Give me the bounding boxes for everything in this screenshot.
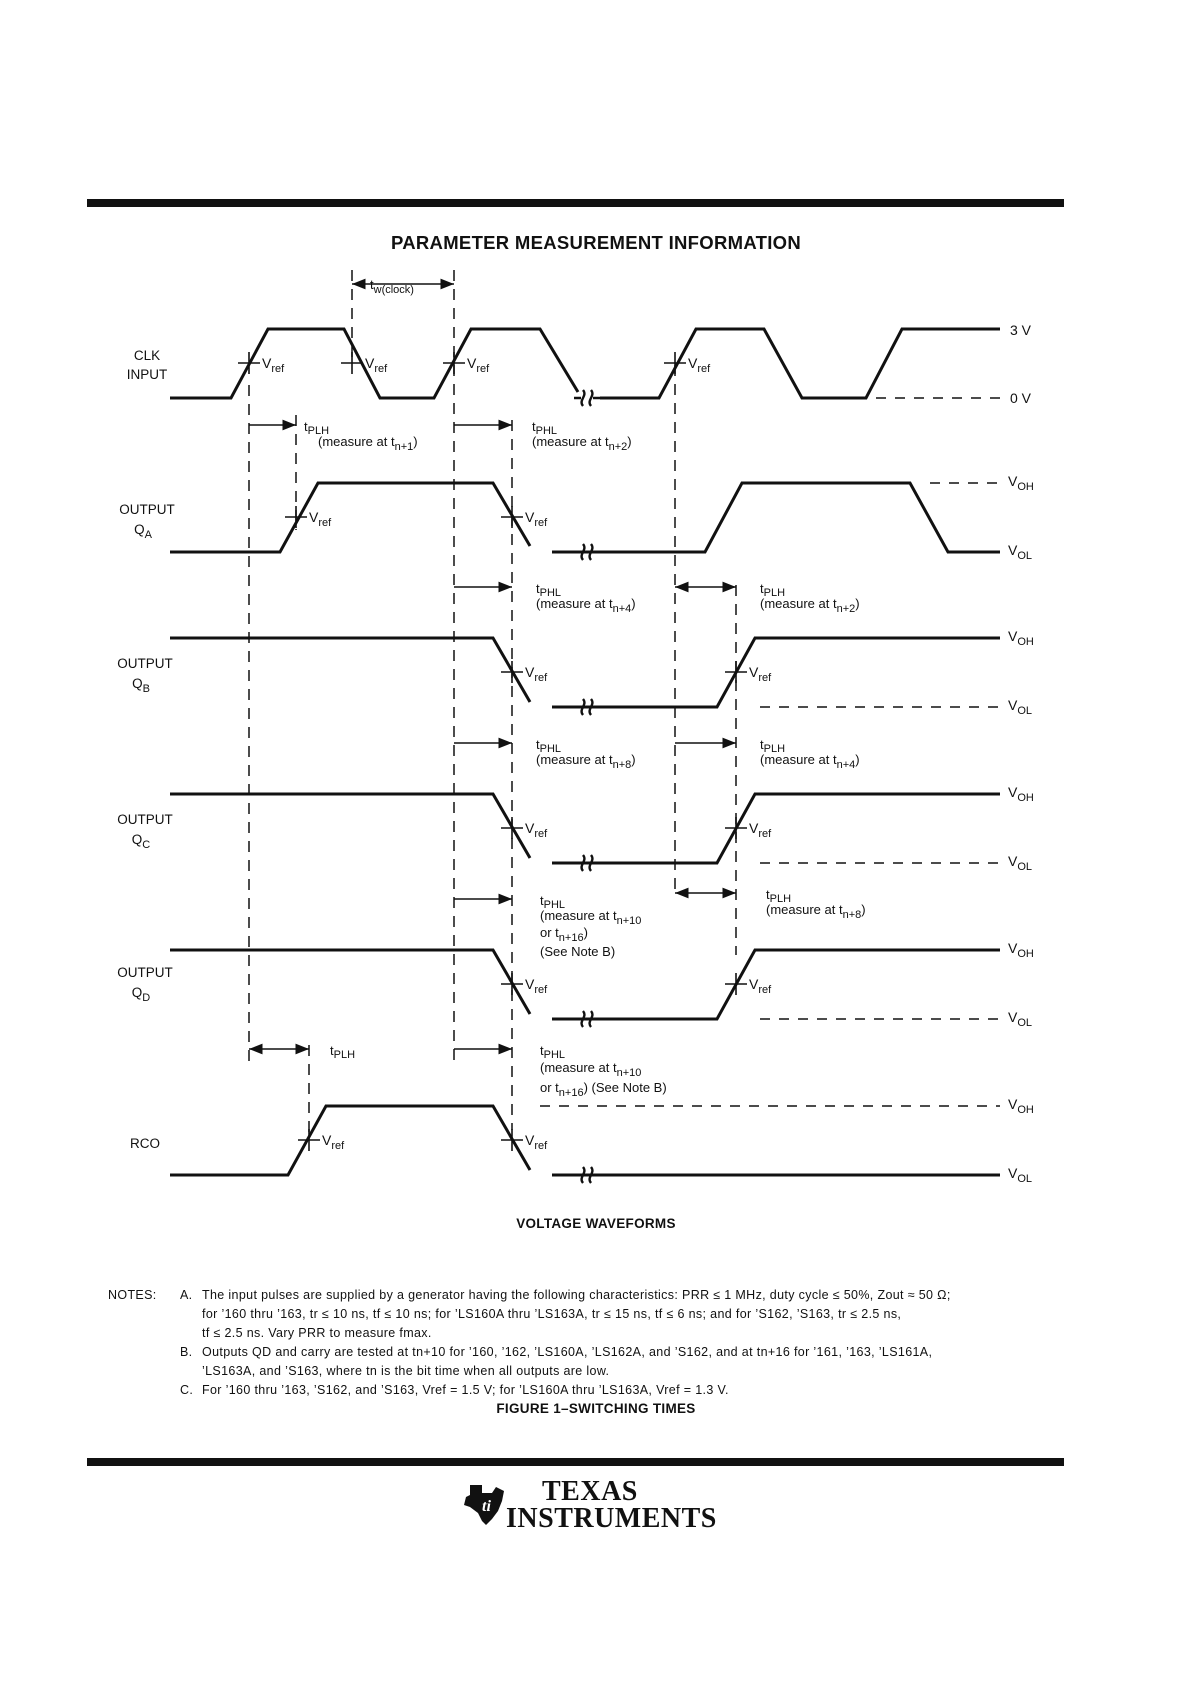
clk-label: CLK <box>133 348 161 363</box>
note-c <box>108 1381 1088 1400</box>
note-b-cont <box>108 1362 1088 1381</box>
vref-label: $V_{ref}$ <box>749 664 772 684</box>
qb-label-2: $Q_B$ <box>132 676 150 695</box>
qc-label-2: $Q_C$ <box>131 832 151 851</box>
vref-label: $V_{ref}$ <box>467 355 490 375</box>
qd-waveform <box>170 950 1000 1019</box>
note-b <box>108 1343 1088 1362</box>
qc-waveform <box>170 794 1000 863</box>
qa-label: OUTPUT <box>119 502 175 517</box>
vref-label: $V_{ref}$ <box>525 976 548 996</box>
vref-label: $V_{ref}$ <box>688 355 711 375</box>
qa-tphl-label: $t_{PHL}$ <box>532 419 558 437</box>
vref-label: $V_{ref}$ <box>262 355 285 375</box>
rco-tphl-label: $t_{PHL}$ <box>540 1043 566 1061</box>
qa-tplh-measure: (measure at $t_{n+1}$) <box>318 434 418 453</box>
level-0v: 0 V <box>1010 390 1032 406</box>
note-a-line-1: The input pulses are supplied by a generator having the following characteristics: PRR ≤ 1 MHz, duty cycle ≤ 50%, Zout ≈ 50 Ω; <box>202 1288 951 1302</box>
vol-level-label: $V_{OL}$ <box>1008 542 1033 562</box>
qb-tphl-label: $t_{PHL}$ <box>536 581 562 599</box>
note-a-line-2: for ’160 thru ’163, tr ≤ 10 ns, tf ≤ 10 ns; for ’LS160A thru ’LS163A, tr ≤ 15 ns, tf ≤ 6 ns; and for ’S162, ’S163, tr ≤ 2.5 ns, <box>202 1307 902 1321</box>
vref-label: $V_{ref}$ <box>322 1132 345 1152</box>
note-b-line-2: ’LS163A, and ’S163, where tn is the bit time when all outputs are low. <box>202 1364 610 1378</box>
qb-waveform <box>170 638 1000 707</box>
rco-label: RCO <box>130 1136 160 1151</box>
vref-label: $V_{ref}$ <box>365 355 388 375</box>
bottom-rule <box>87 1458 1064 1466</box>
qa-label-2: $Q_A$ <box>134 522 152 541</box>
vref-label: $V_{ref}$ <box>525 664 548 684</box>
waveform-caption: VOLTAGE WAVEFORMS <box>516 1216 676 1231</box>
level-3v: 3 V <box>1010 322 1032 338</box>
note-a-line-3: tf ≤ 2.5 ns. Vary PRR to measure fmax. <box>202 1326 432 1340</box>
vref-label: $V_{ref}$ <box>749 820 772 840</box>
qd-tphl-label: $t_{PHL}$ <box>540 893 566 911</box>
rco-tphl-or: or $t_{n+16}$) (See Note B) <box>540 1080 667 1099</box>
note-c-line-1: For ’160 thru ’163, ’S162, and ’S163, Vref = 1.5 V; for ’LS160A thru ’LS163A, Vref = 1.3 V. <box>202 1383 729 1397</box>
qd-tplh-measure: (measure at $t_{n+8}$) <box>766 902 866 921</box>
qa-tplh-label: $t_{PLH}$ <box>304 419 330 437</box>
logo-instruments: INSTRUMENTS <box>506 1503 717 1534</box>
note-a-letter: A. <box>180 1288 193 1302</box>
qc-tphl-measure: (measure at $t_{n+8}$) <box>536 752 636 771</box>
figure-caption: FIGURE 1–SWITCHING TIMES <box>496 1401 696 1416</box>
note-b-line-1: Outputs QD and carry are tested at tn+10 for ’160, ’162, ’LS160A, ’LS162A, and ’S162, and at tn+16 for ’161, ’163, ’LS161A, <box>202 1345 933 1359</box>
notes-label: NOTES: <box>108 1288 157 1302</box>
qd-tphl-measure: (measure at $t_{n+10}$ <box>540 908 642 927</box>
note-a <box>108 1286 1088 1305</box>
vref-label: $V_{ref}$ <box>525 1132 548 1152</box>
clk-label-2: INPUT <box>126 367 168 382</box>
page-heading: PARAMETER MEASUREMENT INFORMATION <box>390 232 802 253</box>
note-c-letter: C. <box>180 1383 194 1397</box>
notes-block <box>108 1286 1088 1400</box>
vol-level-label: $V_{OL}$ <box>1008 697 1033 717</box>
voh-level-label: $V_{OH}$ <box>1008 1096 1034 1116</box>
qd-tphl-note: (See Note B) <box>540 944 616 959</box>
qd-tplh-label: $t_{PLH}$ <box>766 887 792 905</box>
qb-tplh-label: $t_{PLH}$ <box>760 581 786 599</box>
qd-label: OUTPUT <box>117 965 173 980</box>
note-b-letter: B. <box>180 1345 193 1359</box>
vref-label: $V_{ref}$ <box>309 509 332 529</box>
voh-level-label: $V_{OH}$ <box>1008 940 1034 960</box>
qd-tphl-or: or $t_{n+16}$) <box>540 925 588 944</box>
qb-tphl-measure: (measure at $t_{n+4}$) <box>536 596 636 615</box>
vol-level-label: $V_{OL}$ <box>1008 1165 1033 1185</box>
qb-label: OUTPUT <box>117 656 173 671</box>
note-a-cont-2 <box>108 1324 1088 1343</box>
logo-texas: TEXAS <box>542 1476 638 1507</box>
voh-level-label: $V_{OH}$ <box>1008 473 1034 493</box>
qc-tplh-measure: (measure at $t_{n+4}$) <box>760 752 860 771</box>
voh-level-label: $V_{OH}$ <box>1008 784 1034 804</box>
rco-waveform <box>170 1106 1000 1175</box>
rco-tplh-label: $t_{PLH}$ <box>330 1043 356 1061</box>
qc-tplh-label: $t_{PLH}$ <box>760 737 786 755</box>
qd-label-2: $Q_D$ <box>131 985 151 1004</box>
qc-tphl-label: $t_{PHL}$ <box>536 737 562 755</box>
voh-level-label: $V_{OH}$ <box>1008 628 1034 648</box>
rco-tphl-measure: (measure at $t_{n+10}$ <box>540 1060 642 1079</box>
note-a-cont-1 <box>108 1305 1088 1324</box>
qa-tphl-measure: (measure at $t_{n+2}$) <box>532 434 632 453</box>
qc-label: OUTPUT <box>117 812 173 827</box>
vol-level-label: $V_{OL}$ <box>1008 853 1033 873</box>
vref-label: $V_{ref}$ <box>525 509 548 529</box>
svg-text:ti: ti <box>482 1498 491 1515</box>
ti-state-logo-icon <box>462 1483 506 1527</box>
vref-label: $V_{ref}$ <box>525 820 548 840</box>
break-symbol <box>574 390 600 406</box>
texas-instruments-logo <box>462 1478 717 1532</box>
vol-level-label: $V_{OL}$ <box>1008 1009 1033 1029</box>
vref-label: $V_{ref}$ <box>749 976 772 996</box>
tw-clock-label: $t_{w(clock)}$ <box>370 277 414 296</box>
clk-waveform <box>170 329 1000 398</box>
qb-tplh-measure: (measure at $t_{n+2}$) <box>760 596 860 615</box>
